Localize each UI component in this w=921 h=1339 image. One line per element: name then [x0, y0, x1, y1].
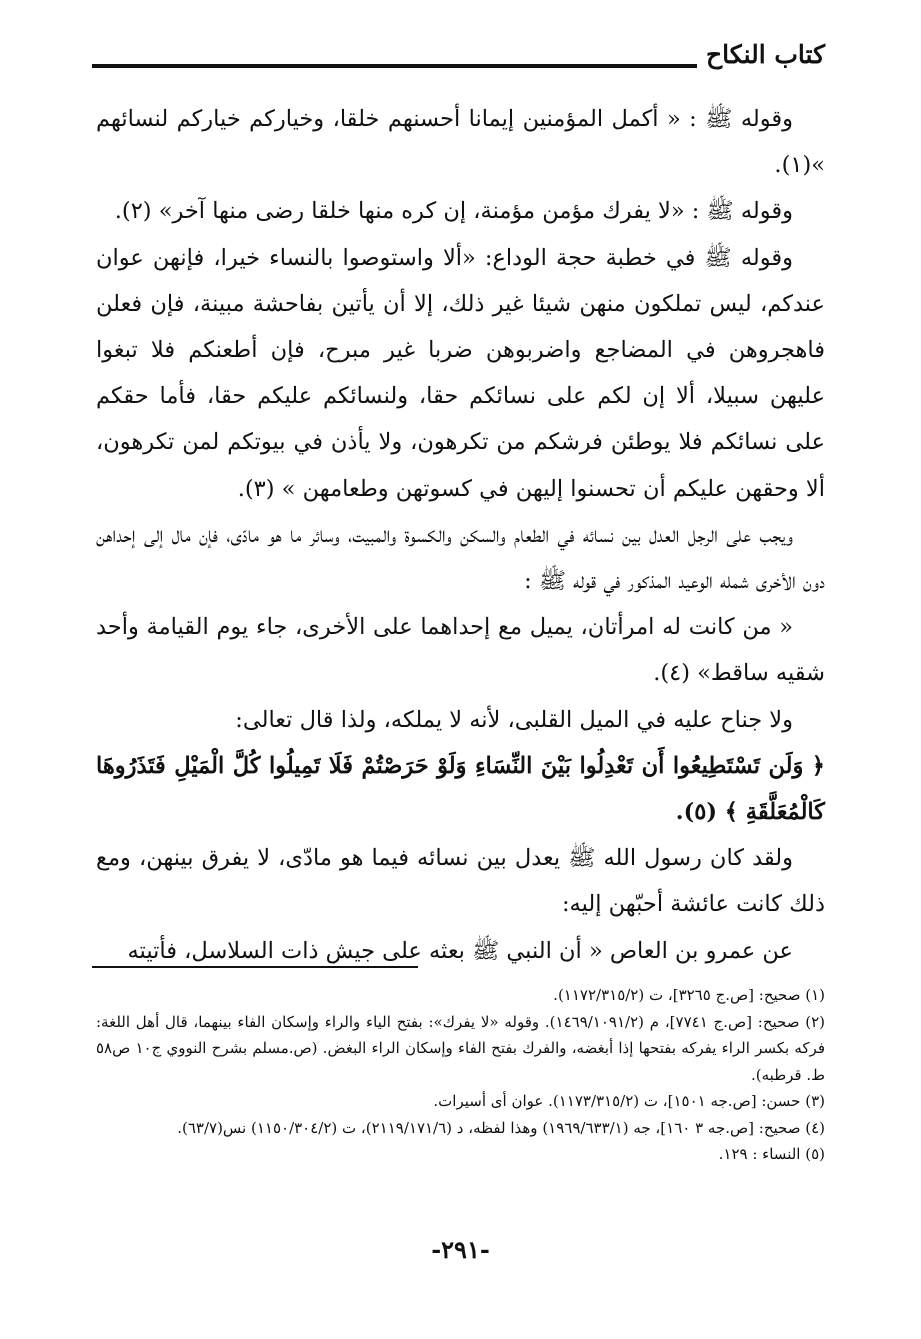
footnote-4: (٤) صحيح: [ص.جه ٣ ١٦٠]، جه (١٩٦٩/٦٣٣/١) وهذا لفظه، د (٢١١٩/١٧١/٦)، ت (١١٥٠/٣٠٤/٢) نس(٦٣/٧).	[177, 1118, 825, 1137]
paragraph-hadith-two-wives: « من كانت له امرأتان، يميل مع إحداهما على الأخرى، جاء يوم القيامة وأحد شقيه ساقط» (٤).	[96, 614, 825, 687]
paragraph-hadith-1: وقوله ﷺ : « أكمل المؤمنين إيمانا أحسنهم خلقا، وخياركم خياركم لنسائهم »(١).	[96, 106, 825, 179]
header-rule	[92, 64, 697, 68]
footnote-3: (٣) حسن: [ص.جه ١٥٠١]، ت (١١٧٣/٣١٥/٢). عوان أى أسيرات.	[433, 1092, 825, 1110]
paragraph-heart-inclination: ولا جناح عليه في الميل القلبى، لأنه لا يملكه، ولذا قال تعالى:	[235, 706, 793, 733]
footnote-5: (٥) النساء : ١٢٩.	[718, 1145, 825, 1163]
page-number: -٢٩١-	[431, 1235, 490, 1264]
footnote-1: (١) صحيح: [ص.ج ٣٢٦٥]، ت (١١٧٢/٣١٥/٢).	[553, 986, 825, 1004]
paragraph-farewell-sermon: وقوله ﷺ في خطبة حجة الوداع: «ألا واستوصوا بالنساء خيرا، فإنهن عوان عندكم، ليس تملكون منهن شيئا غير ذلك، إلا أن يأتين بفاحشة مبينة، فإن فعلن فاهجروهن في المضاجع واضربوهن ضربا غير مبرح، فإن أطعنكم فلا تبغوا عليهن سبيلا، ألا إن لكم على نسائكم حقا، ولنسائكم عليكم حقا، فأما حقكم على نسائكم فلا يوطئن فرشكم من تكرهون، ولا يأذن في بيوتكم لمن تكرهون، ألا وحقهن عليكم أن تحسنوا إليهن في كسوتهن وطعامهن » (٣).	[96, 244, 825, 502]
quran-verse: ﴿ وَلَن تَسْتَطِيعُوا أَن تَعْدِلُوا بَيْنَ النِّسَاءِ وَلَوْ حَرَصْتُمْ فَلَا تَمِيلُوا كُلَّ الْمَيْلِ فَتَذَرُوهَا كَالْمُعَلَّقَةِ ﴾ (٥).	[96, 752, 825, 826]
paragraph-amr-hadith: عن عمرو بن العاص « أن النبي ﷺ بعثه على جيش ذات السلاسل، فأتيته	[127, 937, 793, 964]
footnotes	[96, 982, 825, 1168]
page-header	[92, 38, 825, 74]
chapter-title: كتاب النكاح	[706, 40, 825, 69]
footnote-2: (٢) صحيح: [ص.ج ٧٧٤١]، م (١٤٦٩/١٠٩١/٢). وقوله «لا يفرك»: بفتح الياء والراء وإسكان الفاء بينهما، قال أهل اللغة: فركه بكسر الراء يفركه بفتحها إذا أبغضه، والفرك بفتح الفاء وإسكان الراء البغض. (ص.مسلم بشرح النووي ج١٠ ص٥٨ ط. قرطبه).	[96, 1012, 826, 1084]
paragraph-prophet-justice: ولقد كان رسول الله ﷺ يعدل بين نسائه فيما هو مادّى، لا يفرق بينهن، ومع ذلك كانت عائشة أحبّهن إليه:	[96, 845, 825, 918]
footnote-rule	[92, 966, 418, 968]
paragraph-justice: ويجب على الرجل العدل بين نسائه في الطعام والسكن والكسوة والمبيت، وسائر ما هو مادّى، فإن مال إلى إحداهن دون الأخرى شمله الوعيد المذكور في قوله ﷺ :	[96, 521, 825, 595]
main-text	[96, 96, 825, 974]
paragraph-hadith-2: وقوله ﷺ : «لا يفرك مؤمن مؤمنة، إن كره منها خلقا رضى منها آخر» (٢).	[114, 198, 793, 225]
